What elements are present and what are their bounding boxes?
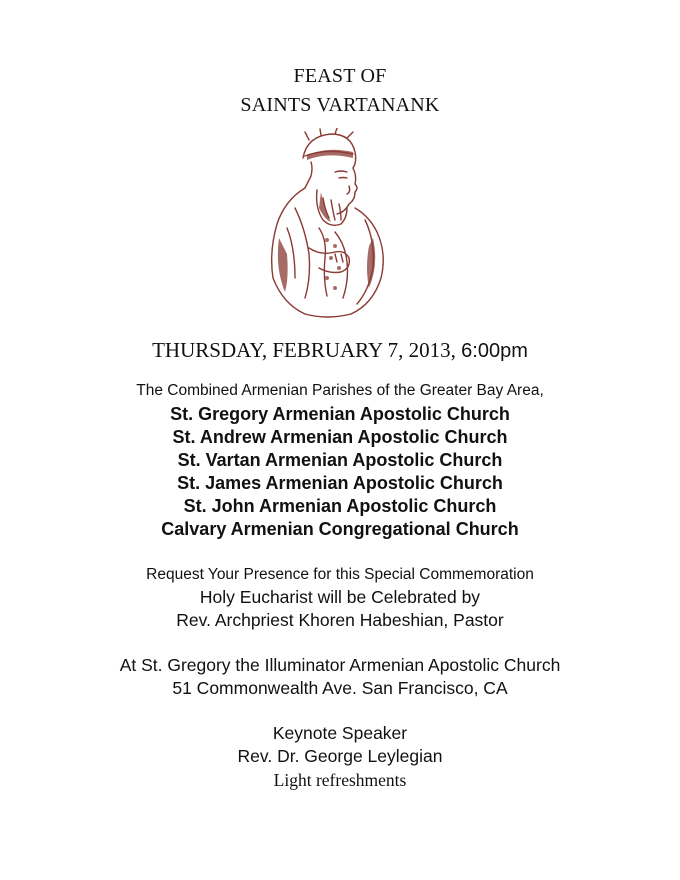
event-date-text: THURSDAY, FEBRUARY 7, 2013, — [152, 338, 456, 362]
title-line-1: FEAST OF — [293, 65, 387, 87]
invitation-eucharist: Holy Eucharist will be Celebrated by — [199, 587, 481, 607]
church-1: St. Gregory Armenian Apostolic Church — [170, 404, 510, 424]
refreshments-note: Light refreshments — [273, 770, 407, 790]
church-4: St. James Armenian Apostolic Church — [177, 473, 503, 493]
invitation-celebrant: Rev. Archpriest Khoren Habeshian, Pastor — [176, 610, 504, 630]
keynote-label: Keynote Speaker — [272, 723, 408, 743]
church-6: Calvary Armenian Congregational Church — [161, 519, 519, 539]
invitation-request: Request Your Presence for this Special Commemoration — [146, 566, 534, 583]
saint-vartan-portrait-icon — [265, 128, 390, 320]
event-time: 6:00pm — [461, 340, 528, 362]
keynote-speaker: Rev. Dr. George Leylegian — [237, 746, 443, 766]
venue-name: At St. Gregory the Illuminator Armenian Apostolic Church — [119, 655, 561, 675]
church-3: St. Vartan Armenian Apostolic Church — [177, 450, 503, 470]
hosts-intro: The Combined Armenian Parishes of the Greater Bay Area, — [136, 382, 544, 399]
church-2: St. Andrew Armenian Apostolic Church — [172, 427, 508, 447]
event-date — [0, 337, 680, 364]
title-line-2: SAINTS VARTANANK — [240, 94, 440, 116]
venue-address: 51 Commonwealth Ave. San Francisco, CA — [172, 678, 508, 698]
church-5: St. John Armenian Apostolic Church — [183, 496, 497, 516]
